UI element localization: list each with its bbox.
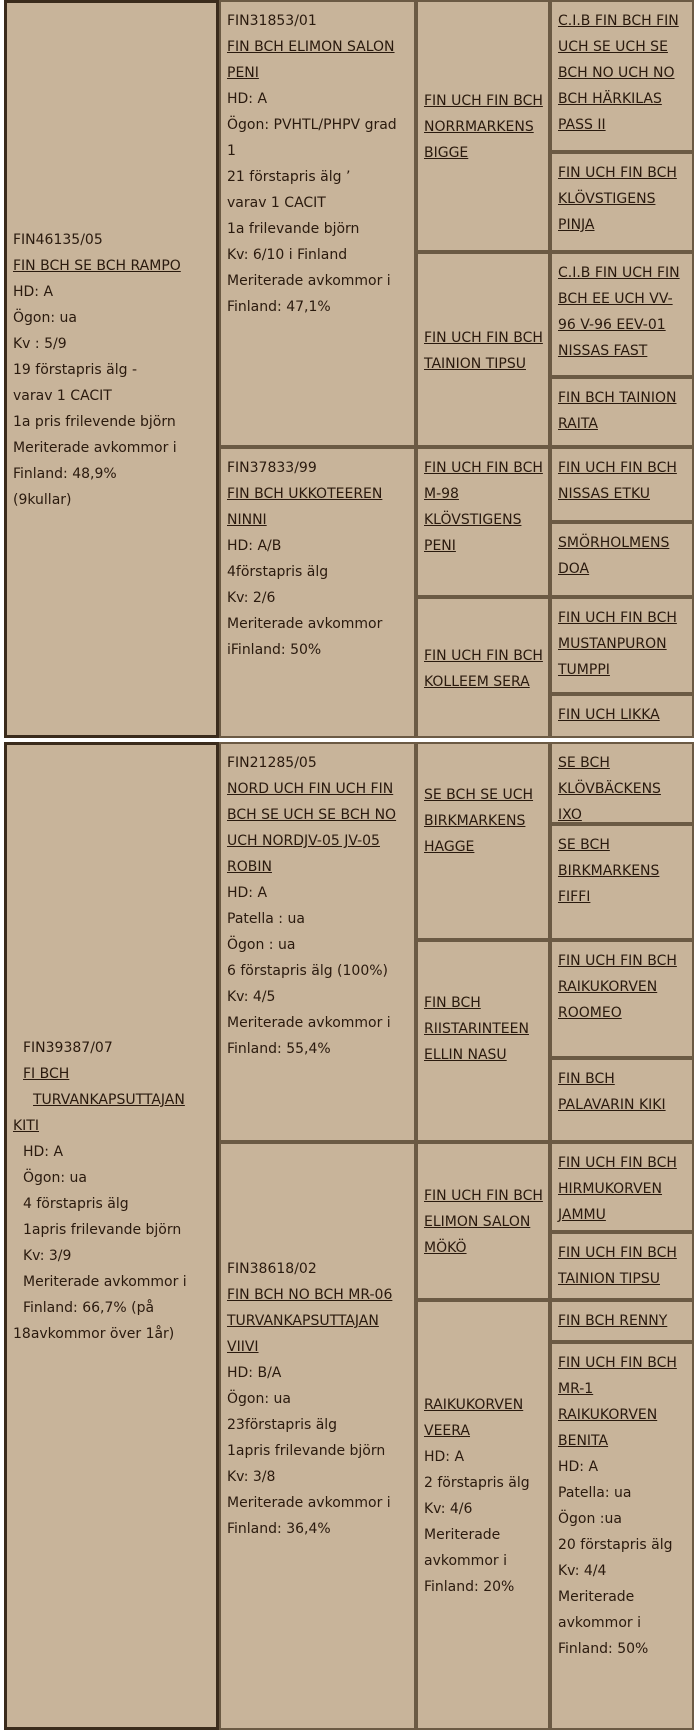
gggp-name-link[interactable]: FIN UCH FIN BCH RAIKUKORVEN ROOMEO — [558, 953, 677, 1021]
ggp-cell — [416, 940, 550, 1142]
sire-dam-cell — [219, 447, 416, 738]
gp-reg: FIN31853/01 — [227, 13, 317, 29]
ggp-cell — [416, 0, 550, 252]
gp-detail: Ögon: PVHTL/PHPV grad 1 — [227, 117, 397, 159]
gggp-name-link[interactable]: FIN BCH TAINION RAITA — [558, 390, 677, 432]
gggp-name-link[interactable]: SMÖRHOLMENS DOA — [558, 535, 670, 577]
dam-detail: Kv: 3/9 — [23, 1248, 72, 1264]
sire-detail: HD: A — [13, 284, 54, 300]
gp-detail: Ögon : ua — [227, 937, 296, 953]
gggp-name-link[interactable]: FIN UCH FIN BCH MUSTANPURON TUMPPI — [558, 610, 677, 678]
dam-cell — [4, 742, 219, 1730]
dam-detail: Finland: 66,7% (på — [23, 1300, 155, 1316]
gggp-name-link[interactable]: FIN BCH PALAVARIN KIKI — [558, 1071, 666, 1113]
ggp-detail: Meriterade avkommor i Finland: 20% — [424, 1527, 515, 1595]
gggp-cell — [550, 1058, 694, 1142]
gggp-name-link[interactable]: FIN UCH FIN BCH MR-1 RAIKUKORVEN BENITA — [558, 1355, 677, 1449]
dam-name-link[interactable] — [13, 1061, 212, 1139]
gggp-cell — [550, 252, 694, 377]
gp-detail: HD: A — [227, 885, 268, 901]
gggp-name-link[interactable]: SE BCH KLÖVBÄCKENS IXO — [558, 755, 661, 823]
gp-name-link[interactable]: NORD UCH FIN UCH FIN BCH SE UCH SE BCH NO UCH NORDJV-05 JV-05 ROBIN — [227, 781, 397, 875]
ggp-name-link[interactable]: FIN UCH FIN BCH M-98 KLÖVSTIGENS PENI — [424, 460, 543, 554]
ggp-name-link[interactable]: FIN UCH FIN BCH ELIMON SALON MÖKÖ — [424, 1188, 543, 1256]
ggp-detail: HD: A — [424, 1449, 465, 1465]
sire-cell — [4, 0, 219, 738]
ggp-name-link[interactable]: FIN UCH FIN BCH TAINION TIPSU — [424, 329, 543, 372]
ggp-name-link[interactable]: RAIKUKORVEN VEERA — [424, 1397, 524, 1439]
gp-name-link[interactable]: FIN BCH NO BCH MR-06 TURVANKAPSUTTAJAN VIIVI — [227, 1287, 393, 1355]
dam-detail: 18avkommor över 1år) — [13, 1326, 175, 1342]
dam-detail: Ögon: ua — [23, 1170, 87, 1186]
ggp-detail: 2 förstapris älg — [424, 1475, 530, 1491]
sire-detail: 19 förstapris älg - — [13, 362, 138, 378]
dam-name-line: KITI — [13, 1118, 39, 1134]
gp-detail: Meriterade avkommor i Finland: 47,1% — [227, 273, 391, 315]
dam-dam-cell — [219, 1142, 416, 1730]
ggp-name-link[interactable]: FIN BCH RIISTARINTEEN ELLIN NASU — [424, 995, 529, 1063]
gggp-name-link[interactable]: FIN UCH LIKKA — [558, 707, 660, 723]
gp-detail: 4förstapris älg — [227, 564, 329, 580]
gp-detail: HD: B/A — [227, 1365, 282, 1381]
gggp-name-link[interactable]: FIN UCH FIN BCH KLÖVSTIGENS PINJA — [558, 165, 677, 233]
dam-name-line: FI BCH — [23, 1066, 70, 1082]
gggp-name-link[interactable]: SE BCH BIRKMARKENS FIFFI — [558, 837, 660, 905]
gp-detail: 6 förstapris älg (100%) — [227, 963, 388, 979]
dam-name-line: TURVANKAPSUTTAJAN — [33, 1092, 185, 1108]
ggp-cell — [416, 447, 550, 597]
gggp-cell — [550, 1232, 694, 1300]
sire-reg: FIN46135/05 — [13, 232, 103, 248]
gp-detail: Kv: 3/8 — [227, 1469, 276, 1485]
ggp-cell — [416, 597, 550, 738]
sire-detail: Kv : 5/9 — [13, 336, 67, 352]
gggp-name-link[interactable]: FIN UCH FIN BCH TAINION TIPSU — [558, 1245, 677, 1287]
gggp-detail: Patella: ua — [558, 1485, 632, 1501]
gp-detail: Patella : ua — [227, 911, 305, 927]
gp-detail: Ögon: ua — [227, 1391, 291, 1407]
dam-detail: HD: A — [23, 1144, 64, 1160]
gggp-benita-cell — [550, 1342, 694, 1730]
sire-name-link[interactable]: FIN BCH SE BCH RAMPO — [13, 258, 181, 274]
ggp-cell — [416, 742, 550, 940]
gggp-name-link[interactable]: FIN UCH FIN BCH NISSAS ETKU — [558, 460, 677, 502]
gggp-cell — [550, 377, 694, 447]
gggp-cell — [550, 824, 694, 940]
gp-detail: 1a frilevande björn — [227, 221, 360, 237]
sire-detail: Ögon: ua — [13, 310, 77, 326]
gggp-cell — [550, 447, 694, 522]
gp-detail: Meriterade avkommor i Finland: 55,4% — [227, 1015, 391, 1057]
gggp-name-link[interactable]: C.I.B FIN UCH FIN BCH EE UCH VV-96 V-96 EEV-01 NISSAS FAST — [558, 265, 680, 359]
gggp-detail: HD: A — [558, 1459, 599, 1475]
sire-detail: varav 1 CACIT — [13, 388, 112, 404]
gggp-cell — [550, 597, 694, 694]
gp-detail: Kv: 4/5 — [227, 989, 276, 1005]
dam-reg: FIN39387/07 — [23, 1040, 113, 1056]
gp-detail: 23förstapris älg — [227, 1417, 338, 1433]
dam-detail: 4 förstapris älg — [23, 1196, 129, 1212]
gggp-cell — [550, 1300, 694, 1342]
gp-detail: varav 1 CACIT — [227, 195, 326, 211]
gp-detail: Kv: 2/6 — [227, 590, 276, 606]
ggp-name-link[interactable]: FIN UCH FIN BCH NORRMARKENS BIGGE — [424, 93, 543, 161]
ggp-name-link[interactable]: FIN UCH FIN BCH KOLLEEM SERA — [424, 647, 543, 690]
gggp-name-link[interactable]: C.I.B FIN BCH FIN UCH SE UCH SE BCH NO UCH NO BCH HÄRKILAS PASS II — [558, 13, 679, 133]
sire-detail: (9kullar) — [13, 492, 72, 508]
gggp-cell — [550, 1142, 694, 1232]
ggp-cell — [416, 252, 550, 447]
gp-name-link[interactable]: FIN BCH ELIMON SALON PENI — [227, 39, 395, 81]
ggp-detail: Kv: 4/6 — [424, 1501, 473, 1517]
gggp-cell — [550, 694, 694, 738]
gggp-cell — [550, 152, 694, 252]
gp-detail: 1apris frilevande björn — [227, 1443, 386, 1459]
sire-detail: Finland: 48,9% — [13, 466, 117, 482]
gggp-cell — [550, 0, 694, 152]
gggp-name-link[interactable]: FIN BCH RENNY — [558, 1313, 668, 1329]
dam-detail: Meriterade avkommor i — [23, 1274, 187, 1290]
dam-sire-cell — [219, 742, 416, 1142]
ggp-name-link[interactable]: SE BCH SE UCH BIRKMARKENS HAGGE — [424, 787, 534, 855]
gp-detail: HD: A/B — [227, 538, 282, 554]
gp-detail: Meriterade avkommor iFinland: 50% — [227, 616, 383, 658]
ggp-cell — [416, 1142, 550, 1300]
gp-reg: FIN37833/99 — [227, 460, 317, 476]
sire-detail: 1a pris frilevende björn — [13, 414, 176, 430]
gggp-detail: Meriterade avkommor i Finland: 50% — [558, 1589, 649, 1657]
gggp-cell — [550, 940, 694, 1058]
gggp-detail: 20 förstapris älg — [558, 1537, 673, 1553]
gggp-name-link[interactable]: FIN UCH FIN BCH HIRMUKORVEN JAMMU — [558, 1155, 677, 1223]
gp-detail: 21 förstapris älg ’ — [227, 169, 351, 185]
sire-sire-cell — [219, 0, 416, 447]
dam-detail: 1apris frilevande björn — [23, 1222, 182, 1238]
gggp-detail: Ögon :ua — [558, 1511, 622, 1527]
sire-detail: Meriterade avkommor i — [13, 440, 177, 456]
gp-reg: FIN21285/05 — [227, 755, 317, 771]
gp-name-link[interactable]: FIN BCH UKKOTEEREN NINNI — [227, 486, 383, 528]
gggp-cell — [550, 742, 694, 824]
gp-detail: Kv: 6/10 i Finland — [227, 247, 348, 263]
gggp-cell — [550, 522, 694, 597]
gggp-detail: Kv: 4/4 — [558, 1563, 607, 1579]
ggp-veera-cell — [416, 1300, 550, 1730]
gp-detail: HD: A — [227, 91, 268, 107]
gp-reg: FIN38618/02 — [227, 1261, 317, 1277]
gp-detail: Meriterade avkommor i Finland: 36,4% — [227, 1495, 391, 1537]
